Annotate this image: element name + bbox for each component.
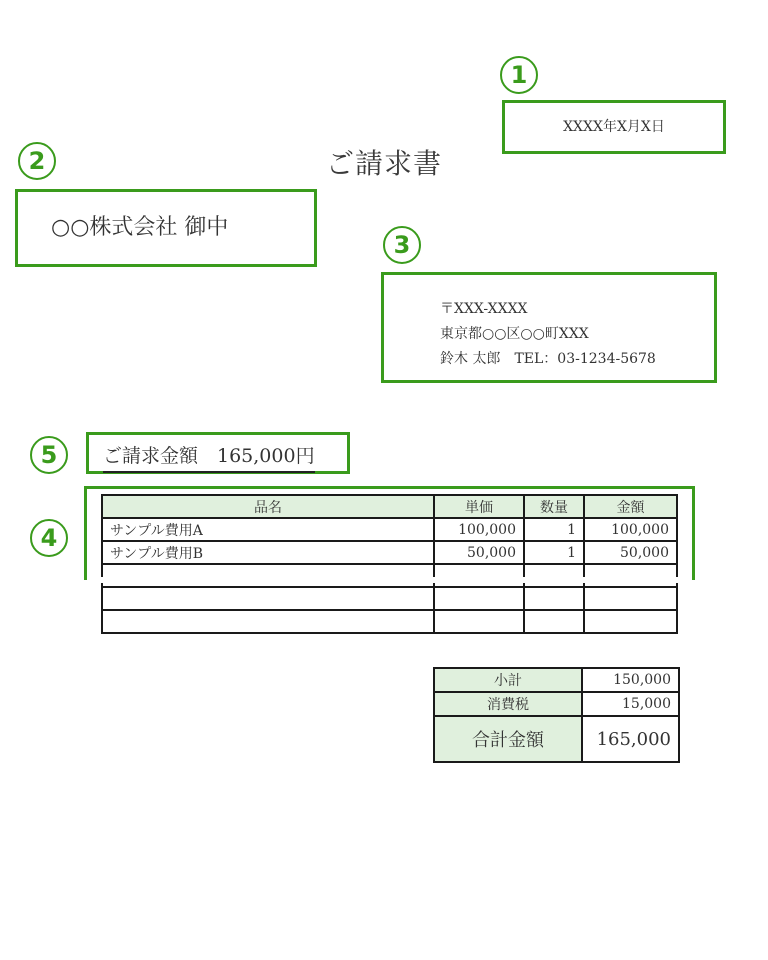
annotation-badge-1: 1	[500, 56, 538, 94]
total-value: 165,000	[582, 716, 679, 762]
sender-name-tel: 鈴木 太郎 TEL：03-1234-5678	[440, 351, 656, 367]
table-row-empty	[102, 610, 677, 633]
tax-label: 消費税	[434, 692, 582, 716]
amount: 50,000	[584, 541, 677, 564]
quantity: 1	[524, 541, 584, 564]
header-unit-price: 単価	[434, 495, 524, 518]
annotation-badge-2: 2	[18, 142, 56, 180]
invoice-title: ご請求書	[325, 147, 442, 180]
tax-row	[434, 692, 679, 716]
subtotal-value: 150,000	[582, 668, 679, 692]
subtotal-row	[434, 668, 679, 692]
items-table-highlight	[84, 486, 695, 580]
invoice-date: XXXX年X月X日	[563, 119, 665, 135]
total-row	[434, 716, 679, 762]
amount-due-label: ご請求金額 165,000円	[103, 441, 315, 473]
sender-address: 東京都○○区○○町XXX	[440, 326, 589, 342]
annotation-badge-3: 3	[383, 226, 421, 264]
annotation-badge-5: 5	[30, 436, 68, 474]
amount: 100,000	[584, 518, 677, 541]
table-row-empty	[102, 587, 677, 610]
header-item-name: 品名	[102, 495, 434, 518]
client-box	[15, 189, 317, 267]
date-box	[502, 100, 726, 154]
item-name: サンプル費用B	[102, 541, 434, 564]
annotation-badge-4: 4	[30, 519, 68, 557]
header-amount: 金額	[584, 495, 677, 518]
unit-price: 50,000	[434, 541, 524, 564]
client-name: ○○株式会社 御中	[51, 215, 229, 240]
tax-value: 15,000	[582, 692, 679, 716]
sender-box	[381, 272, 717, 383]
subtotal-label: 小計	[434, 668, 582, 692]
summary-table	[433, 667, 680, 763]
total-label: 合計金額	[434, 716, 582, 762]
amount-due-box	[86, 432, 350, 474]
unit-price: 100,000	[434, 518, 524, 541]
sender-postal: 〒XXX-XXXX	[440, 301, 528, 317]
item-name: サンプル費用A	[102, 518, 434, 541]
highlight-gap	[87, 577, 692, 583]
quantity: 1	[524, 518, 584, 541]
header-quantity: 数量	[524, 495, 584, 518]
